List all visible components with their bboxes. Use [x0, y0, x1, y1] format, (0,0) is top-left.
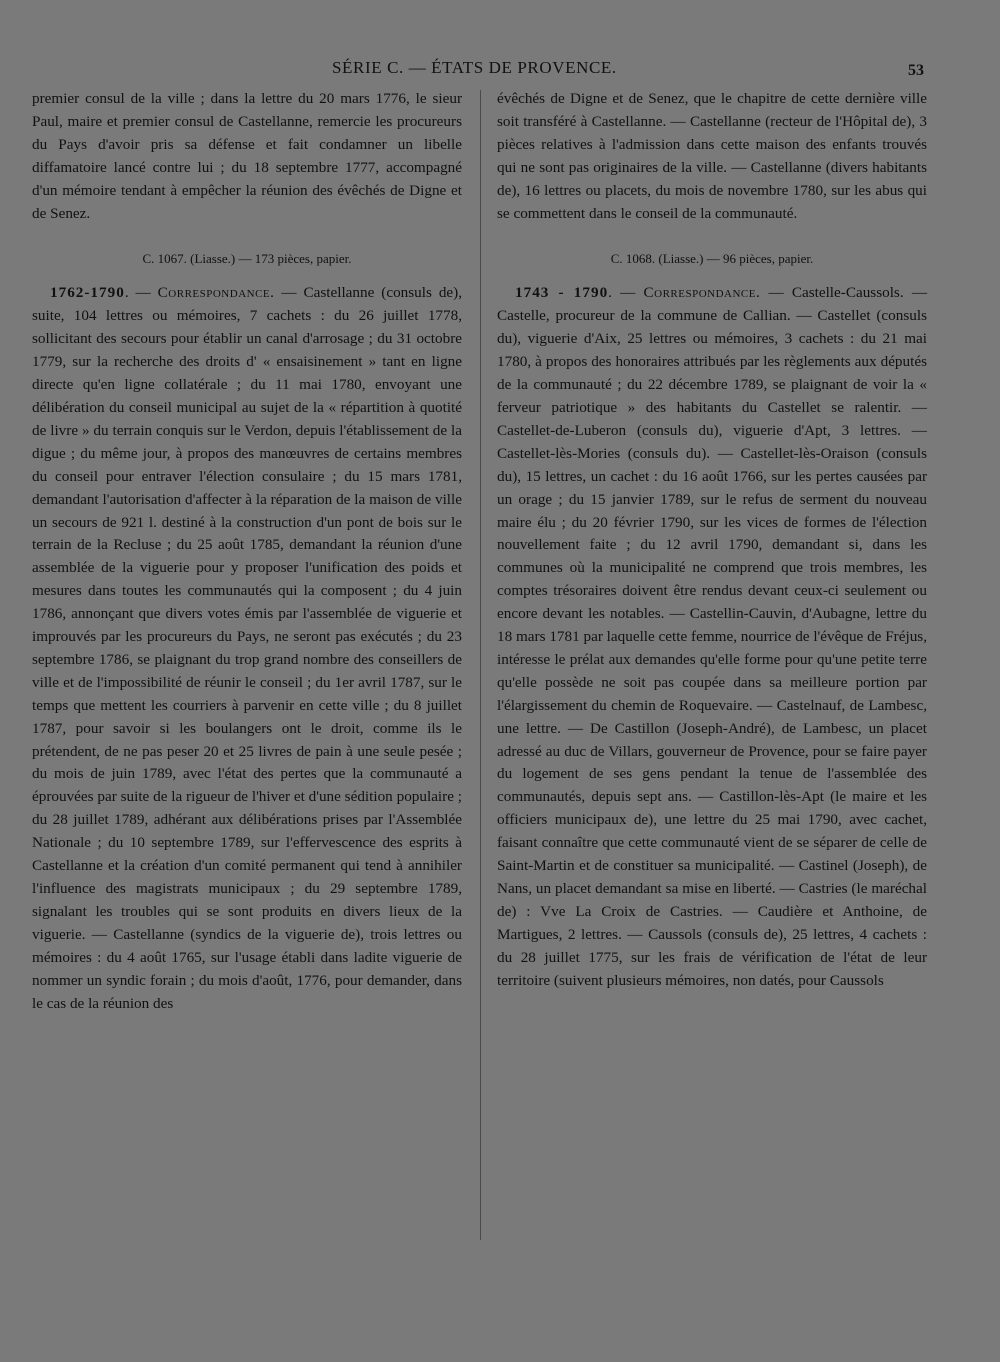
entry-heading: Correspondance. — [157, 284, 275, 302]
page-header — [0, 56, 1000, 84]
entry-text: — Castelle-Caussols. — Castelle, procureur de la commune de Callian. — Castellet (consuls du), viguerie d'Aix, 25 lettres ou mémoires, 3 cachets : du 21 mai 1780, à propos des honoraires attribués par les règlements aux députés de la communauté ; du 22 décembre 1789, se plaignant de voir la « ferveur patriotique » des habitants du Castellet se ralentir. — Castellet-de-Luberon (consuls du), viguerie d'Apt, 3 lettres. — Castellet-lès-Mories (consuls du). — Castellet-lès-Oraison (consuls du), 15 lettres, un cachet : du 16 août 1766, sur les pertes causées par un orage ; du 15 janvier 1789, sur le refus de serment du nouveau maire élu ; du 20 février 1790, sur les vices de formes de l'élection nouvellement faite ; du 12 avril 1790, demandant si, dans les communes où la municipalité ne comprend que trois membres, les comptes trésoraires doivent être rendus devant ceux-ci seulement ou encore devant les notables. — Castellin-Cauvin, d'Aubagne, lettre du 18 mars 1781 par laquelle cette femme, nourrice de l'évêque de Fréjus, intéresse le prélat aux demandes qu'elle forme pour qu'une petite terre qu'elle possède ne soit pas coupée dans sa meilleure portion par l'élargissement du chemin de Roquevaire. — Castelnauf, de Lambesc, une lettre. — De Castillon (Joseph-André), de Lambesc, un placet adressé au duc de Villars, gouverneur de Provence, pour se faire payer du logement de ses gens pendant la tenue de l'assemblée des communautés, depuis sept ans. — Castillon-lès-Apt (le maire et les officiers municipaux de), une lettre du 25 mai 1790, avec cachet, faisant connaître que cette communauté vient de se séparer de celle de Saint-Martin et de constituer sa municipalité. — Castinel (Joseph), de Nans, un placet demandant sa mise en liberté. — Castries (le maréchal de) : Vve La Croix de Castries. — Caudière et Anthoine, de Martigues, 2 lettres. — Caussols (consuls de), 25 lettres, 4 cachets : du 28 juillet 1775, sur les frais de vérification de l'état de leur territoire (suivent plusieurs mémoires, non datés, pour Caussols — [497, 284, 928, 989]
year-range: 1743 - 1790 — [515, 284, 609, 302]
entry-heading: Correspondance. — [643, 284, 761, 302]
page-number: 53 — [908, 62, 924, 79]
right-column — [497, 88, 927, 993]
continuation-paragraph: évêchés de Digne et de Senez, que le chapitre de cette dernière ville soit transféré à Castellanne. — Castellanne (recteur de l'Hôpital de), 3 pièces relatives à l'admission dans cette maison des enfants trouvés qui ne sont pas originaires de la ville. — Castellanne (divers habitants de), 16 lettres ou placets, du mois de novembre 1780, sur les abus qui se commettent dans le conseil de la communauté. — [497, 90, 927, 222]
entry-paragraph: 1743 - 1790. — Correspondance. — Castelle-Caussols. — Castelle, procureur de la commune de Callian. — Castellet (consuls du), viguerie d'Aix, 25 lettres ou mémoires, 3 cachets : du 21 mai 1780, à propos des honoraires attribués par les règlements aux députés de la communauté ; du 22 décembre 1789, se plaignant de voir la « ferveur patriotique » des habitants du Castellet se ralentir. — Castellet-de-Luberon (consuls du), viguerie d'Apt, 3 lettres. — Castellet-lès-Mories (consuls du). — Castellet-lès-Oraison (consuls du), 15 lettres, un cachet : du 16 août 1766, sur les pertes causées par un orage ; du 15 janvier 1789, sur le refus de serment du nouveau maire élu ; du 20 février 1790, sur les vices de formes de l'élection nouvellement faite ; du 12 avril 1790, demandant si, dans les communes où la municipalité ne comprend que trois membres, les comptes trésoraires doivent être rendus devant ceux-ci seulement ou encore devant les notables. — Castellin-Cauvin, d'Aubagne, lettre du 18 mars 1781 par laquelle cette femme, nourrice de l'évêque de Fréjus, intéresse le prélat aux demandes qu'elle forme pour qu'une petite terre qu'elle possède ne soit pas coupée dans sa meilleure portion par l'élargissement du chemin de Roquevaire. — Castelnauf, de Lambesc, une lettre. — De Castillon (Joseph-André), de Lambesc, un placet adressé au duc de Villars, gouverneur de Provence, pour se faire payer du logement de ses gens pendant la tenue de l'assemblée des communautés, depuis sept ans. — Castillon-lès-Apt (le maire et les officiers municipaux de), une lettre du 25 mai 1790, avec cachet, faisant connaître que cette communauté vient de se séparer de celle de Saint-Martin et de constituer sa municipalité. — Castinel (Joseph), de Nans, un placet demandant sa mise en liberté. — Castries (le maréchal de) : Vve La Croix de Castries. — Caudière et Anthoine, de Martigues, 2 lettres. — Caussols (consuls de), 25 lettres, 4 cachets : du 28 juillet 1775, sur les frais de vérification de l'état de leur territoire (suivent plusieurs mémoires, non datés, pour Caussols — [497, 284, 928, 989]
entry-paragraph: 1762-1790. — Correspondance. — Castellanne (consuls de), suite, 104 lettres ou mémoires, 7 cachets : du 26 juillet 1778, sollicitant des secours pour établir un canal d'arrosage ; du 31 octobre 1779, sur la recherche des droits d' « ensaisinement » tant en ligne directe qu'en ligne collatérale ; du 11 mai 1780, envoyant une délibération du conseil municipal au sujet de la « répartition à quotité de livre » du terrain conquis sur le Verdon, depuis l'établissement de la digue ; du même jour, à propos des manœuvres de certains membres du conseil pour entraver l'élection consulaire ; du 15 mars 1781, demandant l'autorisation d'affecter à la réparation de la maison de ville un secours de 921 l. destiné à la construction d'un pont de bois sur le terrain de la Recluse ; du 25 août 1785, demandant la réunion d'une assemblée de la viguerie pour y proposer l'unification des poids et mesures dans toutes les communautés qui la composent ; du 4 juin 1786, annonçant que divers votes émis par l'assemblée de viguerie et improuvés par les procureurs du Pays, ne seront pas exécutés ; du 23 septembre 1786, se plaignant du trop grand nombre des conseillers de ville et de l'impossibilité de réunir le conseil ; du 1er avril 1787, sur le temps que mettent les courriers à parvenir en cette ville ; du 8 juillet 1787, pour savoir si les boulangers ont le droit, comme ils le prétendent, de ne pas peser 20 et 25 livres de pain à une seule pesée ; du mois de juin 1789, avec l'état des pertes que la communauté a éprouvées par suite de la rigueur de l'hiver et d'une sédition populaire ; du 28 juillet 1789, adhérant aux délibérations prises par l'Assemblée Nationale ; du 10 septembre 1789, sur l'effervescence des esprits à Castellanne et la création d'un comité permanent qui tend à annihiler l'influence des magistrats municipaux ; du 29 septembre 1789, signalant les troubles qui se sont produits en divers lieux de la viguerie. — Castellanne (syndics de la viguerie de), trois lettres ou mémoires : du 4 août 1765, sur l'usage établi dans ladite viguerie de nommer un syndic forain ; du mois d'août, 1776, pour demander, dans le cas de la réunion des — [32, 284, 463, 1012]
left-column — [32, 88, 462, 1015]
archive-reference: C. 1068. (Liasse.) — 96 pièces, papier. — [610, 251, 814, 267]
year-range: 1762-1790 — [50, 284, 125, 302]
continuation-paragraph: premier consul de la ville ; dans la lettre du 20 mars 1776, le sieur Paul, maire et premier consul de Castellanne, remercie les procureurs du Pays d'avoir pris sa défense et fait condamner un libelle diffamatoire lancé contre lui ; du 18 septembre 1777, accompagné d'un mémoire tendant à empêcher la réunion des évêchés de Digne et de Senez. — [32, 90, 462, 222]
running-title: SÉRIE C. — ÉTATS DE PROVENCE. — [332, 58, 617, 77]
archive-reference: C. 1067. (Liasse.) — 173 pièces, papier. — [142, 251, 352, 267]
entry-text: — Castellanne (consuls de), suite, 104 lettres ou mémoires, 7 cachets : du 26 juillet 1778, sollicitant des secours pour établir un canal d'arrosage ; du 31 octobre 1779, sur la recherche des droits d' « ensaisinement » tant en ligne directe qu'en ligne collatérale ; du 11 mai 1780, envoyant une délibération du conseil municipal au sujet de la « répartition à quotité de livre » du terrain conquis sur le Verdon, depuis l'établissement de la digue ; du même jour, à propos des manœuvres de certains membres du conseil pour entraver l'élection consulaire ; du 15 mars 1781, demandant l'autorisation d'affecter à la réparation de la maison de ville un secours de 921 l. destiné à la construction d'un pont de bois sur le terrain de la Recluse ; du 25 août 1785, demandant la réunion d'une assemblée de la viguerie pour y proposer l'unification des poids et mesures dans toutes les communautés qui la composent ; du 4 juin 1786, annonçant que divers votes émis par l'assemblée de viguerie et improuvés par les procureurs du Pays, ne seront pas exécutés ; du 23 septembre 1786, se plaignant du trop grand nombre des conseillers de ville et de l'impossibilité de réunir le conseil ; du 1er avril 1787, sur le temps que mettent les courriers à parvenir en cette ville ; du 8 juillet 1787, pour savoir si les boulangers ont le droit, comme ils le prétendent, de ne pas peser 20 et 25 livres de pain à une seule pesée ; du mois de juin 1789, avec l'état des pertes que la communauté a éprouvées par suite de la rigueur de l'hiver et d'une sédition populaire ; du 28 juillet 1789, adhérant aux délibérations prises par l'Assemblée Nationale ; du 10 septembre 1789, sur l'effervescence des esprits à Castellanne et la création d'un comité permanent qui tend à annihiler l'influence des magistrats municipaux ; du 29 septembre 1789, signalant les troubles qui se sont produits en divers lieux de la viguerie. — Castellanne (syndics de la viguerie de), trois lettres ou mémoires : du 4 août 1765, sur l'usage établi dans ladite viguerie de nommer un syndic forain ; du mois d'août, 1776, pour demander, dans le cas de la réunion des — [32, 284, 463, 1012]
column-divider — [480, 90, 481, 1240]
